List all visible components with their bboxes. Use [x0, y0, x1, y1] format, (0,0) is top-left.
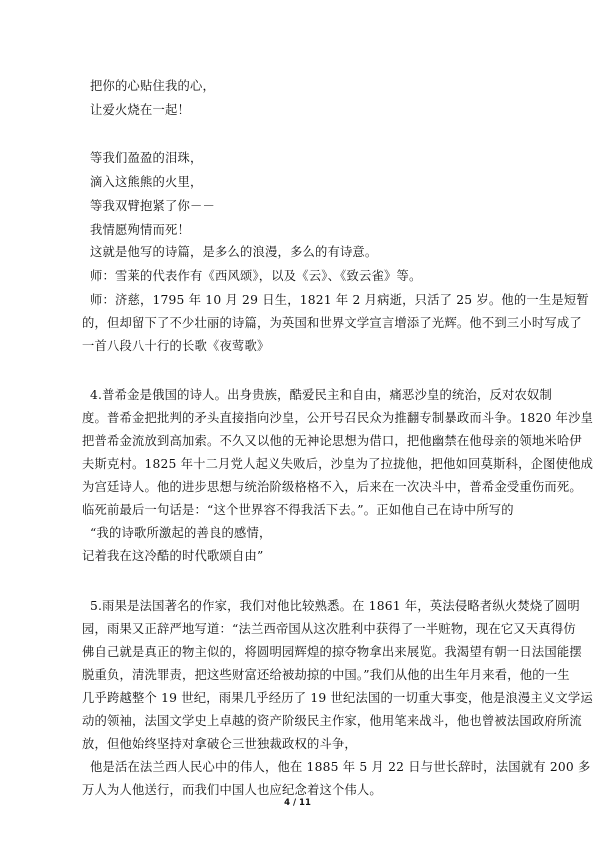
body-line: 把普希金流放到高加索。不久又以他的无神论思想为借口，把他幽禁在他母亲的领地米哈伊 — [82, 434, 582, 448]
body-line: 园，雨果又正辞严地写道：“法兰西帝国从这次胜利中获得了一半赃物，现在它又天真得仿 — [82, 622, 576, 636]
body-line: 放，但他始终坚持对拿破仑三世独裁政权的斗争， — [82, 737, 357, 751]
body-line: 动的领袖，法国文学史上卓越的资产阶级民主作家，他用笔来战斗，他也曾被法国政府所流 — [82, 714, 582, 728]
quote-line: 记着我在这冷酷的时代歌颂自由” — [82, 549, 264, 563]
page-number: 4 / 11 — [284, 798, 311, 808]
body-line: 度。普希金把批判的矛头直接指向沙皇，公开号召民众为推翻专制暴政而斗争。1820 年沙皇 — [82, 411, 594, 425]
poem-line: 我情愿殉情而死！ — [90, 223, 190, 237]
poem-line: 等我双臂抱紧了你－－ — [90, 199, 215, 213]
poem-line: 把你的心贴住我的心， — [90, 79, 215, 93]
body-line: 万人为人他送行，而我们中国人也应纪念着这个伟人。 — [82, 783, 382, 797]
body-line: 这就是他写的诗篇，是多么的浪漫，多么的有诗意。 — [90, 245, 378, 259]
body-line: 师：济慈，1795 年 10 月 29 日生，1821 年 2 月病逝，只活了 25 岁。他的一生是短暂 — [90, 293, 589, 307]
body-line: 5.雨果是法国著名的作家，我们对他比较熟悉。在 1861 年，英法侵略者纵火焚烧了圆明 — [90, 599, 580, 613]
quote-line: “我的诗歌所激起的善良的感情， — [90, 526, 272, 540]
body-line: 4.普希金是俄国的诗人。出身贵族，酷爱民主和自由，痛恶沙皇的统治，反对农奴制 — [90, 388, 553, 402]
body-line: 临死前最后一句话是：“这个世界容不得我活下去。”。正如他自己在诗中所写的 — [82, 503, 514, 517]
body-line: 脱重负，清洗罪责，把这些财富还给被劫掠的中国。”我们从他的出生年月来看，他的一生 — [82, 668, 570, 682]
body-line: 一首八段八十行的长歌《夜莺歌》 — [82, 339, 270, 353]
body-line: 佛自己就是真正的物主似的，将圆明园辉煌的掠夺物拿出来展览。我渴望有朝一日法国能摆 — [82, 645, 582, 659]
body-line: 他是活在法兰西人民心中的伟人，他在 1885 年 5 月 22 日与世长辞时，法国就有 200 多 — [90, 760, 591, 774]
poem-line: 滴入这熊熊的火里， — [90, 175, 203, 189]
body-line: 夫斯克村。1825 年十二月党人起义失败后，沙皇为了拉拢他，把他如回莫斯科，企图使他成 — [82, 457, 594, 471]
poem-line: 让爱火烧在一起！ — [90, 103, 190, 117]
body-line: 的，但却留下了不少壮丽的诗篇，为英国和世界文学宣言增添了光辉。他不到三小时写成了 — [82, 316, 582, 330]
body-line: 为宫廷诗人。他的进步思想与统治阶级格格不入，后来在一次决斗中，普希金受重伤而死。 — [82, 480, 582, 494]
body-line: 师：雪莱的代表作有《西风颂》，以及《云》、《致云雀》等。 — [90, 269, 422, 283]
poem-line: 等我们盈盈的泪珠， — [90, 151, 203, 165]
body-line: 几乎跨越整个 19 世纪，雨果几乎经历了 19 世纪法国的一切重大事变，他是浪漫主义文学运 — [82, 691, 593, 705]
